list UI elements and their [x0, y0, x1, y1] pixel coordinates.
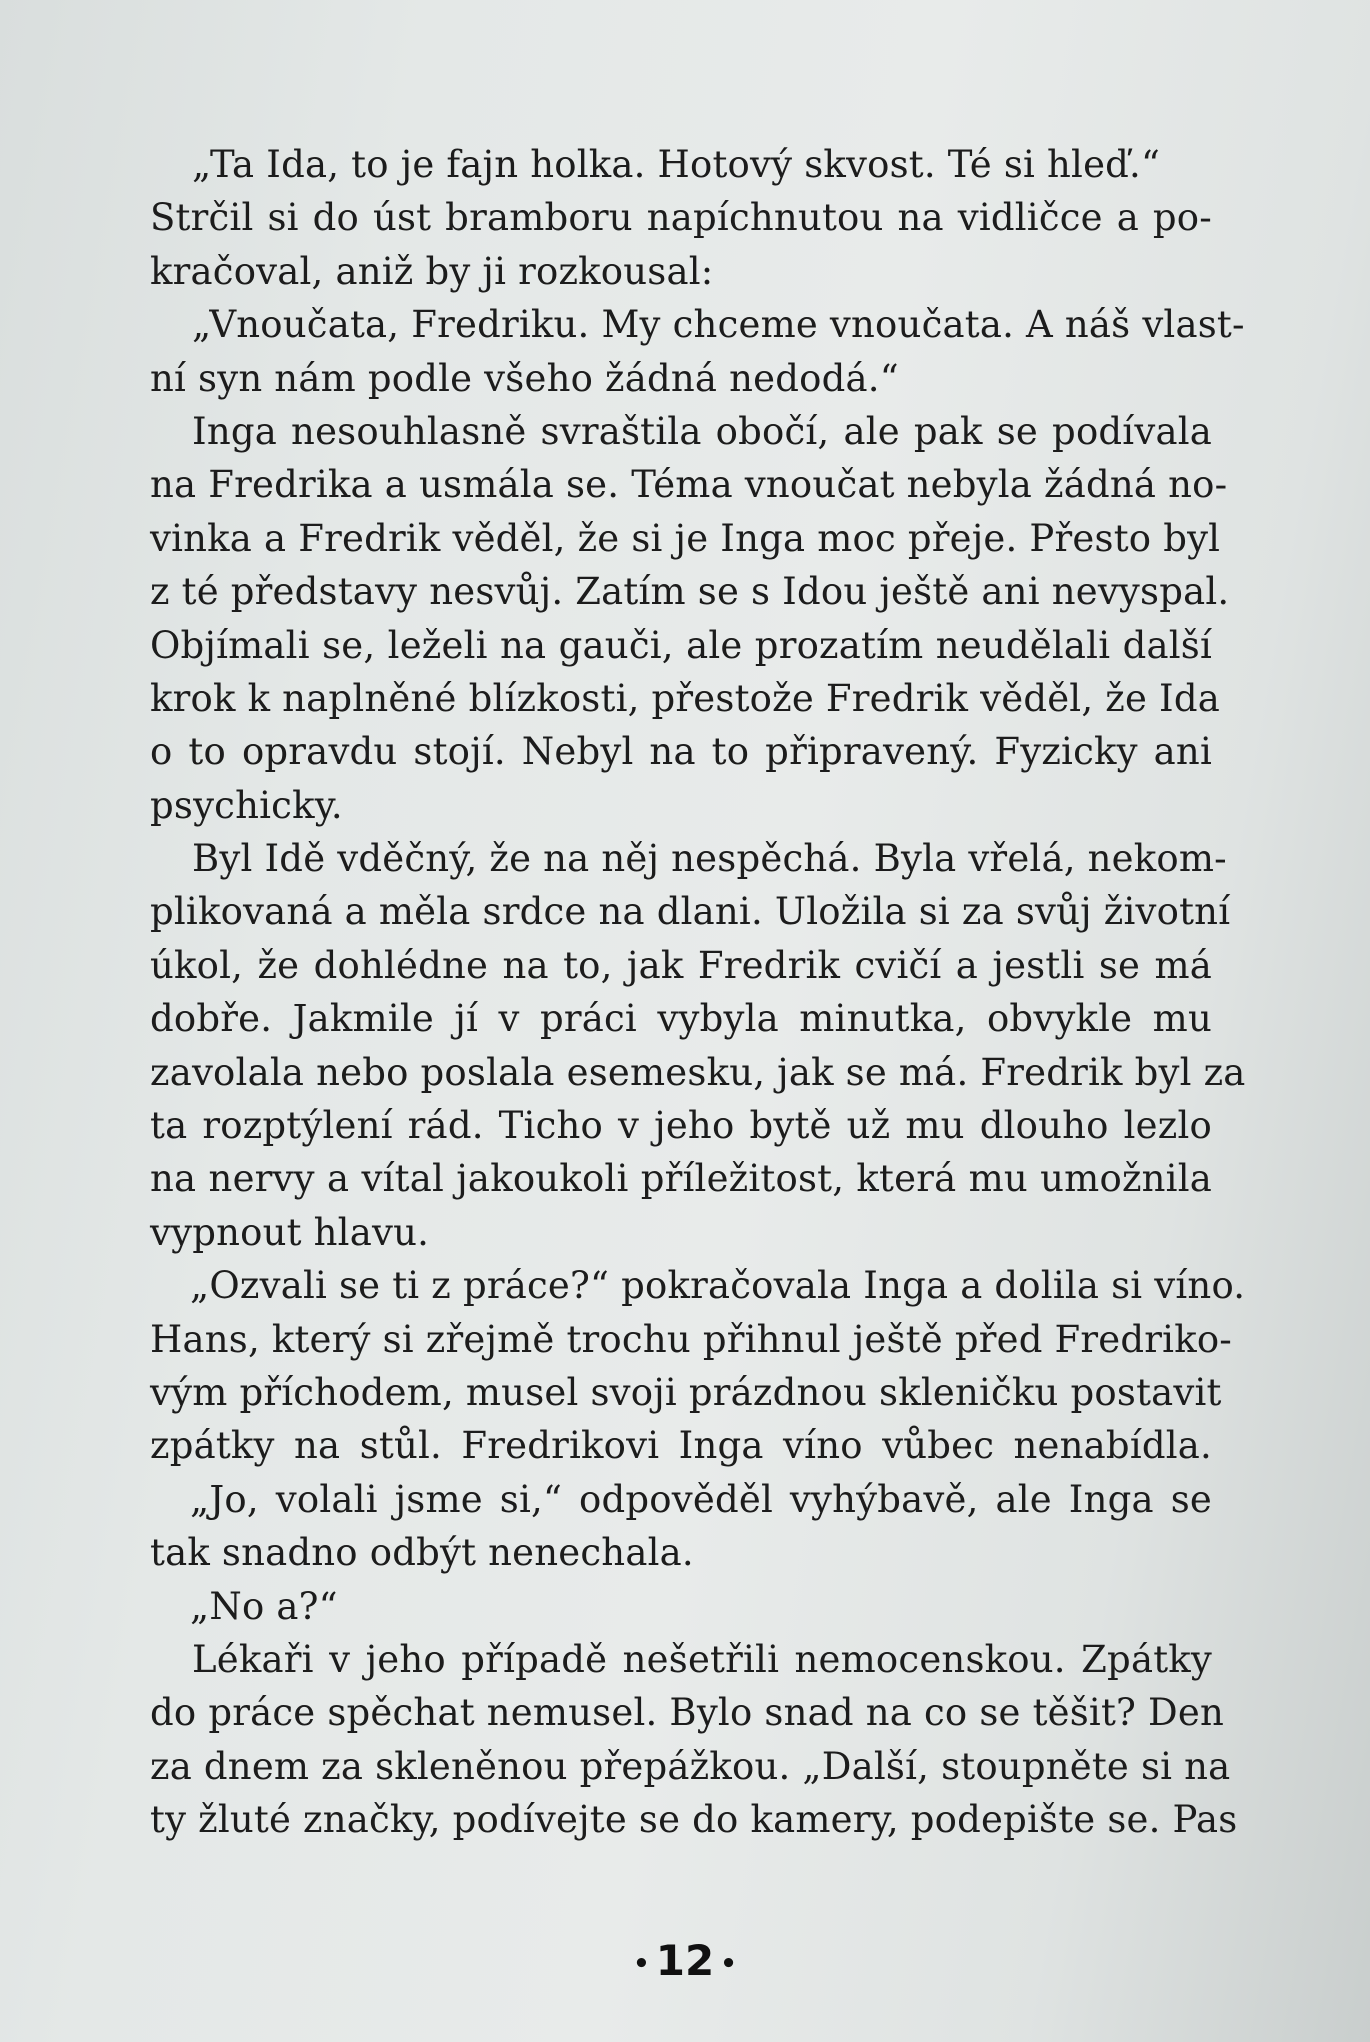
text-line: ní syn nám podle všeho žádná nedodá.“	[150, 356, 899, 400]
text-line: úkol, že dohlédne na to, jak Fredrik cvičí a jestli se má	[150, 943, 1212, 987]
text-line: zavolala nebo poslala esemesku, jak se má. Fredrik byl za	[150, 1050, 1246, 1094]
text-line: Strčil si do úst bramboru napíchnutou na vidličce a po-	[150, 196, 1212, 240]
text-line: na nervy a vítal jakoukoli příležitost, která mu umožnila	[150, 1157, 1212, 1201]
text-line: ta rozptýlení rád. Ticho v jeho bytě už mu dlouho lezlo	[150, 1104, 1212, 1148]
text-line: psychicky.	[150, 783, 343, 827]
text-line: do práce spěchat nemusel. Bylo snad na co se těšit? Den	[150, 1691, 1225, 1735]
page-footer	[0, 1936, 1370, 1985]
page-number: 12	[655, 1936, 715, 1985]
body-text	[150, 138, 1246, 1847]
text-line: Byl Idě vděčný, že na něj nespěchá. Byla vřelá, nekom-	[192, 837, 1227, 881]
text-line: krok k naplněné blízkosti, přestože Fredrik věděl, že Ida	[150, 676, 1220, 720]
text-line: tak snadno odbýt nenechala.	[150, 1531, 694, 1575]
text-line: kračoval, aniž by ji rozkousal:	[150, 249, 714, 293]
text-line: z té představy nesvůj. Zatím se s Idou ještě ani nevyspal.	[150, 570, 1230, 614]
text-line: vinka a Fredrik věděl, že si je Inga moc přeje. Přesto byl	[150, 516, 1221, 560]
text-line: plikovaná a měla srdce na dlani. Uložila si za svůj životní	[150, 890, 1231, 934]
text-line: za dnem za skleněnou přepážkou. „Další, stoupněte si na	[150, 1744, 1231, 1788]
bullet-right: •	[720, 1948, 737, 1979]
text-line: Objímali se, leželi na gauči, ale prozatím neudělali další	[150, 623, 1212, 667]
text-line: „Vnoučata, Fredriku. My chceme vnoučata. A náš vlast-	[192, 303, 1245, 347]
text-line: ty žluté značky, podívejte se do kamery, podepište se. Pas	[150, 1798, 1238, 1842]
text-line: Inga nesouhlasně svraštila obočí, ale pak se podívala	[192, 409, 1212, 453]
text-line: „Jo, volali jsme si,“ odpověděl vyhýbavě, ale Inga se	[190, 1477, 1212, 1521]
text-line: vypnout hlavu.	[150, 1210, 430, 1254]
text-line: „Ozvali se ti z práce?“ pokračovala Inga a dolila si víno.	[190, 1264, 1246, 1308]
text-line: zpátky na stůl. Fredrikovi Inga víno vůbec nenabídla.	[150, 1424, 1212, 1468]
bullet-left: •	[633, 1948, 650, 1979]
text-line: Hans, který si zřejmě trochu přihnul ještě před Fredriko-	[150, 1317, 1232, 1361]
text-line: „No a?“	[190, 1584, 338, 1628]
text-line: „Ta Ida, to je fajn holka. Hotový skvost. Té si hleď.“	[192, 143, 1161, 186]
text-line: vým příchodem, musel svoji prázdnou skleničku postavit	[150, 1370, 1222, 1414]
text-line: dobře. Jakmile jí v práci vybyla minutka, obvykle mu	[150, 997, 1212, 1041]
text-line: Lékaři v jeho případě nešetřili nemocenskou. Zpátky	[192, 1637, 1212, 1681]
text-line: o to opravdu stojí. Nebyl na to připravený. Fyzicky ani	[150, 730, 1212, 774]
text-line: na Fredrika a usmála se. Téma vnoučat nebyla žádná no-	[150, 463, 1228, 507]
